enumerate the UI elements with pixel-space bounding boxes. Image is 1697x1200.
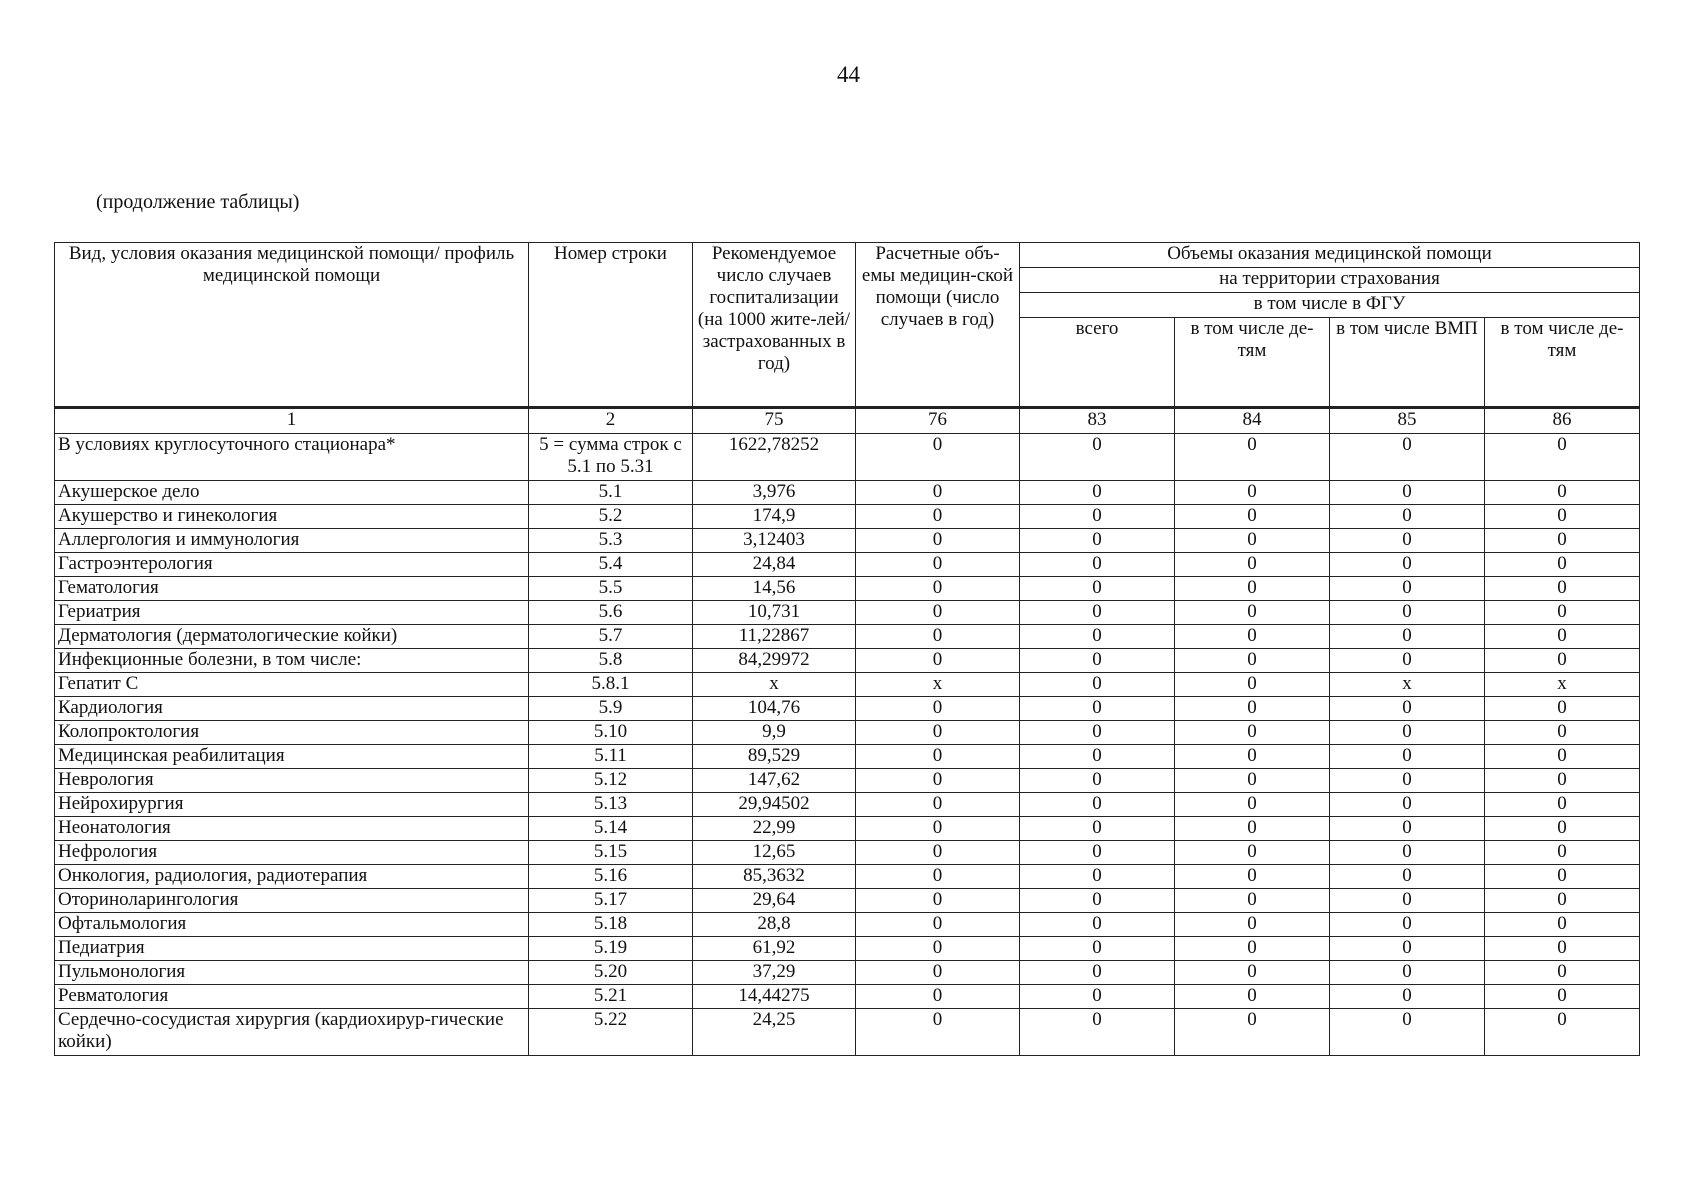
row-number: 5.20: [529, 961, 693, 985]
vmp-children-volume: 0: [1485, 577, 1640, 601]
total-volume: 0: [1020, 745, 1175, 769]
column-number: 1: [55, 408, 529, 434]
vmp-children-volume: 0: [1485, 817, 1640, 841]
vmp-volume: 0: [1330, 841, 1485, 865]
profile-name: Неврология: [55, 769, 529, 793]
profile-name: Гематология: [55, 577, 529, 601]
estimated-volume: 0: [856, 769, 1020, 793]
total-volume: 0: [1020, 937, 1175, 961]
children-volume: 0: [1175, 889, 1330, 913]
profile-name: Акушерское дело: [55, 481, 529, 505]
table-row: [55, 529, 1640, 553]
recommended-cases: 14,44275: [693, 985, 856, 1009]
profile-name: Неонатология: [55, 817, 529, 841]
children-volume: 0: [1175, 793, 1330, 817]
column-number: 86: [1485, 408, 1640, 434]
profile-name: Педиатрия: [55, 937, 529, 961]
estimated-volume: х: [856, 673, 1020, 697]
vmp-children-volume: 0: [1485, 697, 1640, 721]
vmp-children-volume: 0: [1485, 505, 1640, 529]
header-territory-group: на территории страхования: [1020, 268, 1640, 293]
children-volume: 0: [1175, 937, 1330, 961]
recommended-cases: 11,22867: [693, 625, 856, 649]
vmp-volume: 0: [1330, 577, 1485, 601]
profile-name: Онкология, радиология, радиотерапия: [55, 865, 529, 889]
row-number: 5.2: [529, 505, 693, 529]
column-number: 76: [856, 408, 1020, 434]
vmp-volume: 0: [1330, 769, 1485, 793]
row-number: 5.14: [529, 817, 693, 841]
table-row: [55, 841, 1640, 865]
total-volume: 0: [1020, 529, 1175, 553]
header-vmp-children: в том числе де-тям: [1485, 318, 1640, 408]
total-volume: 0: [1020, 865, 1175, 889]
table-row: [55, 889, 1640, 913]
table-row: [55, 913, 1640, 937]
estimated-volume: 0: [856, 481, 1020, 505]
vmp-volume: 0: [1330, 434, 1485, 481]
row-number: 5.5: [529, 577, 693, 601]
table-row: [55, 649, 1640, 673]
vmp-children-volume: 0: [1485, 769, 1640, 793]
total-volume: 0: [1020, 841, 1175, 865]
children-volume: 0: [1175, 577, 1330, 601]
total-volume: 0: [1020, 553, 1175, 577]
total-volume: 0: [1020, 769, 1175, 793]
recommended-cases: 9,9: [693, 721, 856, 745]
table-row: [55, 625, 1640, 649]
vmp-children-volume: 0: [1485, 625, 1640, 649]
vmp-children-volume: 0: [1485, 961, 1640, 985]
table-row: [55, 721, 1640, 745]
children-volume: 0: [1175, 769, 1330, 793]
estimated-volume: 0: [856, 577, 1020, 601]
row-number: 5.15: [529, 841, 693, 865]
vmp-volume: 0: [1330, 697, 1485, 721]
vmp-volume: 0: [1330, 625, 1485, 649]
vmp-children-volume: 0: [1485, 553, 1640, 577]
recommended-cases: 104,76: [693, 697, 856, 721]
recommended-cases: 28,8: [693, 913, 856, 937]
vmp-children-volume: 0: [1485, 937, 1640, 961]
recommended-cases: 84,29972: [693, 649, 856, 673]
total-volume: 0: [1020, 889, 1175, 913]
profile-name: Колопроктология: [55, 721, 529, 745]
recommended-cases: 147,62: [693, 769, 856, 793]
recommended-cases: 29,94502: [693, 793, 856, 817]
vmp-children-volume: 0: [1485, 841, 1640, 865]
vmp-children-volume: 0: [1485, 985, 1640, 1009]
column-number-row: [55, 408, 1640, 434]
total-volume: 0: [1020, 505, 1175, 529]
header-volumes-group: Объемы оказания медицинской помощи: [1020, 243, 1640, 268]
vmp-volume: 0: [1330, 937, 1485, 961]
children-volume: 0: [1175, 673, 1330, 697]
table-row: [55, 793, 1640, 817]
header-vmp: в том числе ВМП: [1330, 318, 1485, 408]
children-volume: 0: [1175, 529, 1330, 553]
children-volume: 0: [1175, 625, 1330, 649]
recommended-cases: 10,731: [693, 601, 856, 625]
row-number: 5.8.1: [529, 673, 693, 697]
estimated-volume: 0: [856, 697, 1020, 721]
estimated-volume: 0: [856, 721, 1020, 745]
estimated-volume: 0: [856, 505, 1020, 529]
vmp-children-volume: 0: [1485, 649, 1640, 673]
column-number: 85: [1330, 408, 1485, 434]
children-volume: 0: [1175, 601, 1330, 625]
row-number: 5.11: [529, 745, 693, 769]
vmp-volume: 0: [1330, 913, 1485, 937]
row-number: 5.1: [529, 481, 693, 505]
table-row: [55, 937, 1640, 961]
vmp-children-volume: 0: [1485, 745, 1640, 769]
table-row: [55, 673, 1640, 697]
recommended-cases: 61,92: [693, 937, 856, 961]
vmp-children-volume: 0: [1485, 481, 1640, 505]
table-row: [55, 985, 1640, 1009]
recommended-cases: 89,529: [693, 745, 856, 769]
profile-name: Аллергология и иммунология: [55, 529, 529, 553]
row-number: 5.21: [529, 985, 693, 1009]
recommended-cases: 1622,78252: [693, 434, 856, 481]
children-volume: 0: [1175, 649, 1330, 673]
children-volume: 0: [1175, 817, 1330, 841]
header-total: всего: [1020, 318, 1175, 408]
estimated-volume: 0: [856, 529, 1020, 553]
total-volume: 0: [1020, 985, 1175, 1009]
estimated-volume: 0: [856, 937, 1020, 961]
row-number: 5 = сумма строк с 5.1 по 5.31: [529, 434, 693, 481]
profile-name: Сердечно-сосудистая хирургия (кардиохирур-гические койки): [55, 1009, 529, 1056]
estimated-volume: 0: [856, 913, 1020, 937]
children-volume: 0: [1175, 481, 1330, 505]
row-number: 5.3: [529, 529, 693, 553]
estimated-volume: 0: [856, 985, 1020, 1009]
profile-name: Акушерство и гинекология: [55, 505, 529, 529]
estimated-volume: 0: [856, 841, 1020, 865]
continuation-label: (продолжение таблицы): [96, 191, 300, 213]
recommended-cases: 22,99: [693, 817, 856, 841]
children-volume: 0: [1175, 985, 1330, 1009]
table-row: [55, 817, 1640, 841]
vmp-volume: 0: [1330, 793, 1485, 817]
vmp-children-volume: 0: [1485, 434, 1640, 481]
table-row: [55, 577, 1640, 601]
recommended-cases: 174,9: [693, 505, 856, 529]
total-volume: 0: [1020, 913, 1175, 937]
total-volume: 0: [1020, 601, 1175, 625]
estimated-volume: 0: [856, 793, 1020, 817]
children-volume: 0: [1175, 841, 1330, 865]
profile-name: Нейрохирургия: [55, 793, 529, 817]
table-row: [55, 1009, 1640, 1056]
row-number: 5.4: [529, 553, 693, 577]
vmp-volume: 0: [1330, 817, 1485, 841]
column-number: 84: [1175, 408, 1330, 434]
row-number: 5.9: [529, 697, 693, 721]
vmp-children-volume: 0: [1485, 913, 1640, 937]
total-volume: 0: [1020, 577, 1175, 601]
vmp-volume: 0: [1330, 505, 1485, 529]
estimated-volume: 0: [856, 434, 1020, 481]
children-volume: 0: [1175, 505, 1330, 529]
vmp-volume: 0: [1330, 961, 1485, 985]
vmp-children-volume: 0: [1485, 865, 1640, 889]
vmp-volume: 0: [1330, 601, 1485, 625]
total-volume: 0: [1020, 961, 1175, 985]
children-volume: 0: [1175, 434, 1330, 481]
recommended-cases: 3,976: [693, 481, 856, 505]
vmp-volume: 0: [1330, 721, 1485, 745]
vmp-volume: 0: [1330, 481, 1485, 505]
recommended-cases: 24,25: [693, 1009, 856, 1056]
total-volume: 0: [1020, 649, 1175, 673]
row-number: 5.17: [529, 889, 693, 913]
table-row: [55, 481, 1640, 505]
estimated-volume: 0: [856, 649, 1020, 673]
column-number: 75: [693, 408, 856, 434]
recommended-cases: 3,12403: [693, 529, 856, 553]
row-number: 5.7: [529, 625, 693, 649]
recommended-cases: 24,84: [693, 553, 856, 577]
header-estimated-volumes: Расчетные объ-емы медицин-ской помощи (число случаев в год): [856, 243, 1020, 408]
vmp-volume: 0: [1330, 889, 1485, 913]
estimated-volume: 0: [856, 745, 1020, 769]
table-row: [55, 434, 1640, 481]
estimated-volume: 0: [856, 889, 1020, 913]
table-row: [55, 961, 1640, 985]
children-volume: 0: [1175, 553, 1330, 577]
row-number: 5.18: [529, 913, 693, 937]
total-volume: 0: [1020, 697, 1175, 721]
total-volume: 0: [1020, 481, 1175, 505]
estimated-volume: 0: [856, 601, 1020, 625]
table-row: [55, 505, 1640, 529]
table-row: [55, 865, 1640, 889]
page-number: 44: [837, 62, 860, 87]
vmp-volume: 0: [1330, 985, 1485, 1009]
total-volume: 0: [1020, 1009, 1175, 1056]
total-volume: 0: [1020, 625, 1175, 649]
row-number: 5.19: [529, 937, 693, 961]
table-body: [55, 408, 1640, 1056]
profile-name: Ревматология: [55, 985, 529, 1009]
vmp-children-volume: х: [1485, 673, 1640, 697]
table-row: [55, 769, 1640, 793]
total-volume: 0: [1020, 721, 1175, 745]
vmp-volume: 0: [1330, 649, 1485, 673]
table-row: [55, 745, 1640, 769]
table-row: [55, 697, 1640, 721]
recommended-cases: 12,65: [693, 841, 856, 865]
estimated-volume: 0: [856, 817, 1020, 841]
estimated-volume: 0: [856, 625, 1020, 649]
children-volume: 0: [1175, 865, 1330, 889]
table-row: [55, 553, 1640, 577]
profile-name: Пульмонология: [55, 961, 529, 985]
vmp-children-volume: 0: [1485, 601, 1640, 625]
children-volume: 0: [1175, 697, 1330, 721]
profile-name: Кардиология: [55, 697, 529, 721]
medical-volumes-table: [54, 242, 1640, 1056]
vmp-volume: 0: [1330, 529, 1485, 553]
total-volume: 0: [1020, 673, 1175, 697]
recommended-cases: 29,64: [693, 889, 856, 913]
recommended-cases: 14,56: [693, 577, 856, 601]
vmp-children-volume: 0: [1485, 529, 1640, 553]
estimated-volume: 0: [856, 961, 1020, 985]
vmp-children-volume: 0: [1485, 721, 1640, 745]
header-type-profile: Вид, условия оказания медицинской помощи/ профиль медицинской помощи: [55, 243, 529, 408]
profile-name: Нефрология: [55, 841, 529, 865]
header-recommended-cases: Рекомендуемое число случаев госпитализации (на 1000 жите-лей/ застрахованных в год): [693, 243, 856, 408]
profile-name: Гепатит С: [55, 673, 529, 697]
table-row: [55, 601, 1640, 625]
children-volume: 0: [1175, 961, 1330, 985]
children-volume: 0: [1175, 913, 1330, 937]
profile-name: Офтальмология: [55, 913, 529, 937]
recommended-cases: 37,29: [693, 961, 856, 985]
profile-name: Дерматология (дерматологические койки): [55, 625, 529, 649]
profile-name: В условиях круглосуточного стационара*: [55, 434, 529, 481]
column-number: 2: [529, 408, 693, 434]
profile-name: Инфекционные болезни, в том числе:: [55, 649, 529, 673]
estimated-volume: 0: [856, 553, 1020, 577]
profile-name: Гастроэнтерология: [55, 553, 529, 577]
header-row-number: Номер строки: [529, 243, 693, 408]
column-number: 83: [1020, 408, 1175, 434]
row-number: 5.13: [529, 793, 693, 817]
vmp-volume: х: [1330, 673, 1485, 697]
vmp-volume: 0: [1330, 865, 1485, 889]
children-volume: 0: [1175, 1009, 1330, 1056]
header-fgu-group: в том числе в ФГУ: [1020, 293, 1640, 318]
vmp-children-volume: 0: [1485, 889, 1640, 913]
recommended-cases: 85,3632: [693, 865, 856, 889]
vmp-children-volume: 0: [1485, 1009, 1640, 1056]
vmp-children-volume: 0: [1485, 793, 1640, 817]
header-children: в том числе де-тям: [1175, 318, 1330, 408]
total-volume: 0: [1020, 817, 1175, 841]
profile-name: Оториноларингология: [55, 889, 529, 913]
vmp-volume: 0: [1330, 745, 1485, 769]
profile-name: Медицинская реабилитация: [55, 745, 529, 769]
row-number: 5.22: [529, 1009, 693, 1056]
estimated-volume: 0: [856, 865, 1020, 889]
children-volume: 0: [1175, 721, 1330, 745]
row-number: 5.10: [529, 721, 693, 745]
vmp-volume: 0: [1330, 553, 1485, 577]
profile-name: Гериатрия: [55, 601, 529, 625]
recommended-cases: х: [693, 673, 856, 697]
total-volume: 0: [1020, 434, 1175, 481]
row-number: 5.6: [529, 601, 693, 625]
row-number: 5.8: [529, 649, 693, 673]
vmp-volume: 0: [1330, 1009, 1485, 1056]
total-volume: 0: [1020, 793, 1175, 817]
row-number: 5.16: [529, 865, 693, 889]
estimated-volume: 0: [856, 1009, 1020, 1056]
children-volume: 0: [1175, 745, 1330, 769]
row-number: 5.12: [529, 769, 693, 793]
